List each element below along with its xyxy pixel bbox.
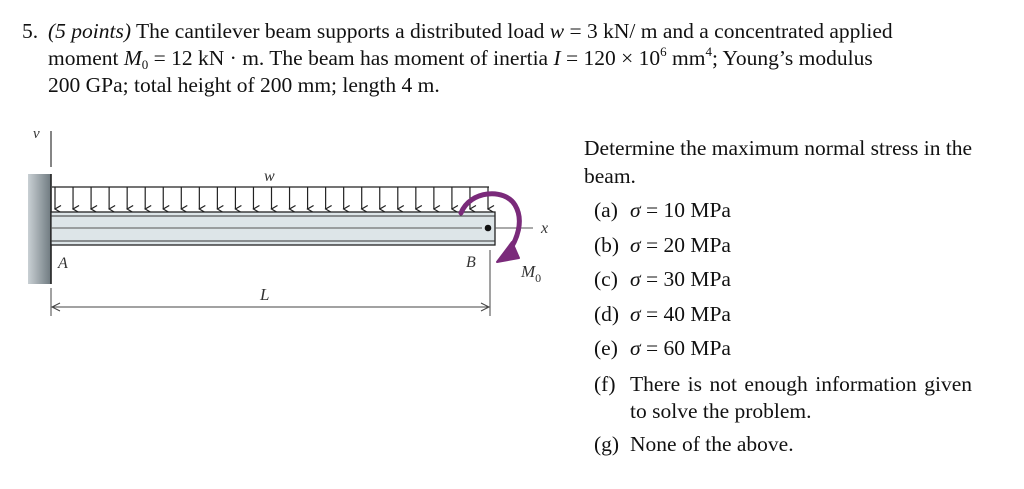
w-value: = 3 kN/ m and a concentrated applied — [564, 19, 893, 43]
option-f[interactable] — [594, 371, 994, 432]
option-label: (b) — [594, 232, 620, 257]
option-g[interactable] — [594, 432, 994, 467]
problem-statement — [22, 18, 1012, 99]
option-a[interactable] — [594, 198, 994, 233]
statement-text: The cantilever beam supports a distributed load — [131, 19, 550, 43]
option-text: σ = 30 MPa — [630, 267, 731, 291]
option-text: None of the above. — [630, 431, 794, 456]
problem-line-2 — [22, 45, 1012, 72]
m-subscript: 0 — [141, 57, 149, 72]
option-e[interactable] — [594, 336, 994, 371]
fixed-wall-support — [28, 174, 51, 284]
w-symbol: w — [549, 19, 565, 43]
option-d[interactable] — [594, 302, 994, 337]
problem-number: 5. — [22, 19, 39, 43]
problem-points: (5 points) — [48, 19, 132, 43]
i-exponent: 6 — [660, 44, 667, 59]
point-b-dot — [485, 225, 492, 232]
problem-line-1 — [22, 18, 1012, 45]
cantilever-beam-figure — [0, 110, 580, 340]
option-label: (f) — [594, 371, 616, 396]
question-text: Determine the maximum normal stress in the beam. — [584, 136, 973, 188]
option-c[interactable] — [594, 267, 994, 302]
i-unit: mm — [666, 46, 706, 70]
option-label: (g) — [594, 431, 620, 456]
option-text: σ = 10 MPa — [630, 198, 731, 222]
option-text: σ = 40 MPa — [630, 301, 731, 326]
statement-text: moment — [48, 46, 124, 70]
m0-label: $M_0$ — [521, 262, 542, 285]
i-symbol: I — [553, 46, 561, 70]
option-b[interactable] — [594, 233, 994, 268]
beam — [51, 212, 548, 245]
option-text: σ = 60 MPa — [630, 336, 731, 360]
point-b-label: B — [466, 254, 476, 271]
i-value: = 120 × 10 — [560, 46, 661, 70]
point-a-label: A — [58, 255, 68, 272]
option-label: (c) — [594, 267, 618, 291]
option-label: (a) — [594, 198, 618, 222]
length-label: L — [260, 285, 270, 304]
option-label: (e) — [594, 336, 618, 360]
statement-text: ; Young’s modulus — [712, 46, 873, 70]
option-label: (d) — [594, 301, 620, 326]
v-axis — [33, 126, 51, 167]
w-label: w — [264, 168, 275, 185]
m-symbol: M — [123, 46, 142, 70]
option-text: σ = 20 MPa — [630, 232, 731, 257]
problem-line-3: 200 GPa; total height of 200 mm; length 4 m. — [48, 73, 440, 97]
i-unit-exponent: 4 — [705, 44, 712, 59]
beam-diagram — [0, 110, 580, 340]
option-text: There is not enough information given to solve the problem. — [630, 371, 972, 423]
distributed-load — [52, 168, 489, 209]
x-axis-label: x — [541, 220, 549, 237]
v-axis-label: v — [33, 126, 40, 142]
m-value: = 12 kN · m. The beam has moment of inertia — [148, 46, 554, 70]
answer-options — [594, 198, 994, 466]
length-dimension — [51, 250, 490, 316]
